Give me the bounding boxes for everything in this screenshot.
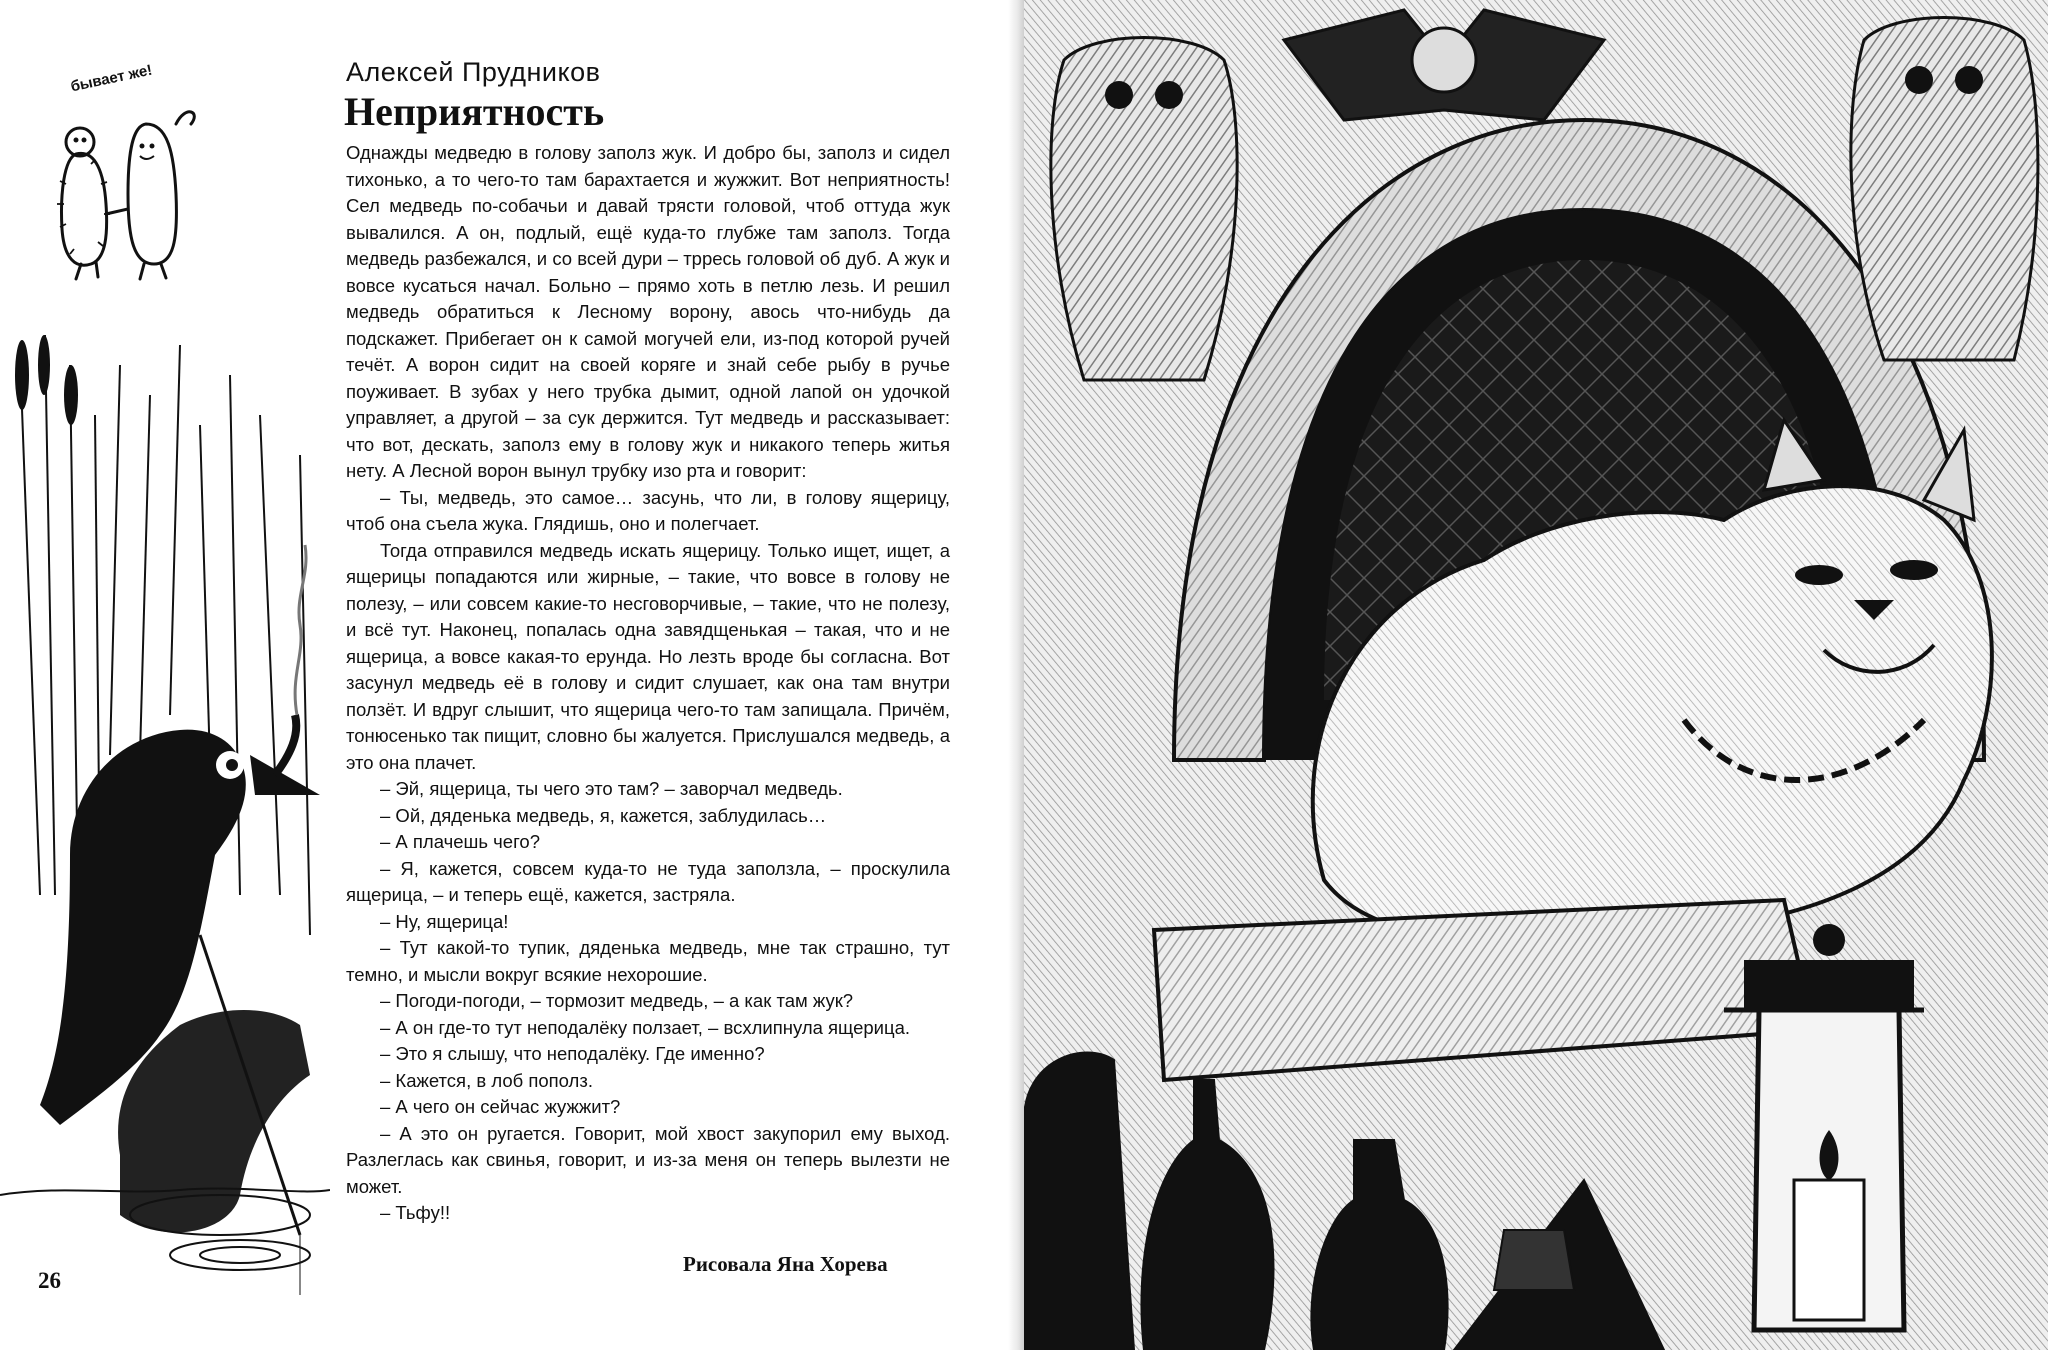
story-paragraph: – А плачешь чего? bbox=[380, 831, 540, 852]
left-page bbox=[0, 0, 1010, 1350]
story-paragraph: Тогда отправился медведь искать ящерицу. Только ищет, ищет, а ящерицы попадаются или жирные, – такие, что вовсе в голову не полезу, – или совсем какие-то несговорчивые, – такие, что не полезу, и всё тут. Наконец, попалась одна завядщенькая – такая, что и не ящерица, а вовсе какая-то ерунда. Но лезть вроде бы согласна. Вот засунул медведь её в голову и сидит слушает, как она там внутри ползёт. И вдруг слышит, что ящерица чего-то там запищала. Причём, тонюсенько так пищит, словно бы жалуется. Прислушался медведь, а это она плачет. bbox=[346, 539, 950, 773]
story-title: Неприятность bbox=[344, 89, 605, 134]
illustrator-credit: Рисовала Яна Хорева bbox=[683, 1252, 888, 1276]
story-paragraph: – Ну, ящерица! bbox=[380, 910, 509, 932]
story-paragraph: – Эй, ящерица, ты чего это там? – заворчал медведь. bbox=[380, 778, 843, 799]
logo-caption: бывает же! bbox=[69, 61, 154, 96]
story-paragraph: – А это он ругается. Говорит, мой хвост закупорил ему выход. Разлеглась как свинья, говорит, и из-за меня он теперь вылезти не может. bbox=[346, 1122, 950, 1197]
story-paragraph: – Я, кажется, совсем куда-то не туда заползла, – проскулила ящерица, – и теперь ещё, кажется, застряла. bbox=[346, 857, 950, 905]
story-paragraph: – Тут какой-то тупик, дяденька медведь, мне так страшно, тут темно, и мысли вокруг всякие нехорошие. bbox=[346, 937, 950, 985]
story-text bbox=[346, 140, 950, 1227]
book-gutter bbox=[1008, 0, 1024, 1350]
page-number: 26 bbox=[38, 1268, 61, 1293]
story-paragraph: – Ты, медведь, это самое… засунь, что ли, в голову ящерицу, чтоб она съела жука. Глядишь, оно и полегчает. bbox=[346, 486, 950, 534]
right-page bbox=[1024, 0, 2048, 1350]
byvaet-zhe-logo bbox=[36, 61, 196, 294]
story-paragraph: – Ой, дяденька медведь, я, кажется, заблудилась… bbox=[380, 804, 827, 826]
raven-illustration bbox=[0, 335, 330, 1295]
story-paragraph: – Это я слышу, что неподалёку. Где именно? bbox=[380, 1043, 765, 1064]
story-paragraph: – Погоди-погоди, – тормозит медведь, – а как там жук? bbox=[380, 990, 854, 1011]
author-name: Алексей Прудников bbox=[346, 57, 601, 87]
story-paragraph: – А он где-то тут неподалёку ползает, – всхлипнула ящерица. bbox=[380, 1016, 911, 1038]
story-paragraph: – А чего он сейчас жужжит? bbox=[380, 1096, 621, 1117]
story-paragraph: – Тьфу!! bbox=[380, 1202, 451, 1223]
cat-illustration bbox=[1024, 0, 2048, 1350]
story-paragraph: – Кажется, в лоб пополз. bbox=[380, 1069, 593, 1091]
story-paragraph: Однажды медведю в голову заполз жук. И добро бы, заполз и сидел тихонько, а то чего-то там барахтается и жужжит. Вот неприятность! Сел медведь по-собачьи и давай трясти головой, чтоб оттуда жук вывалился. А он, подлый, ещё куда-то глубже там заполз. Тогда медведь разбежался, и со всей дури – трресь головой об дуб. А жук и вовсе кусаться начал. Больно – прямо хоть в петлю лезь. И решил медведь обратиться к Лесному ворону, авось что-нибудь да подскажет. Прибегает он к самой могучей ели, из-под которой ручей течёт. А ворон сидит на своей коряге и знай себе рыбу в ручье поуживает. В зубах у него трубка дымит, одной лапой он удочкой управляет, а другой – за сук держится. Тут медведь и рассказывает: что вот, дескать, заполз ему в голову жук и никакого теперь житья нету. А Лесной ворон вынул трубку изо рта и говорит: bbox=[346, 142, 950, 481]
